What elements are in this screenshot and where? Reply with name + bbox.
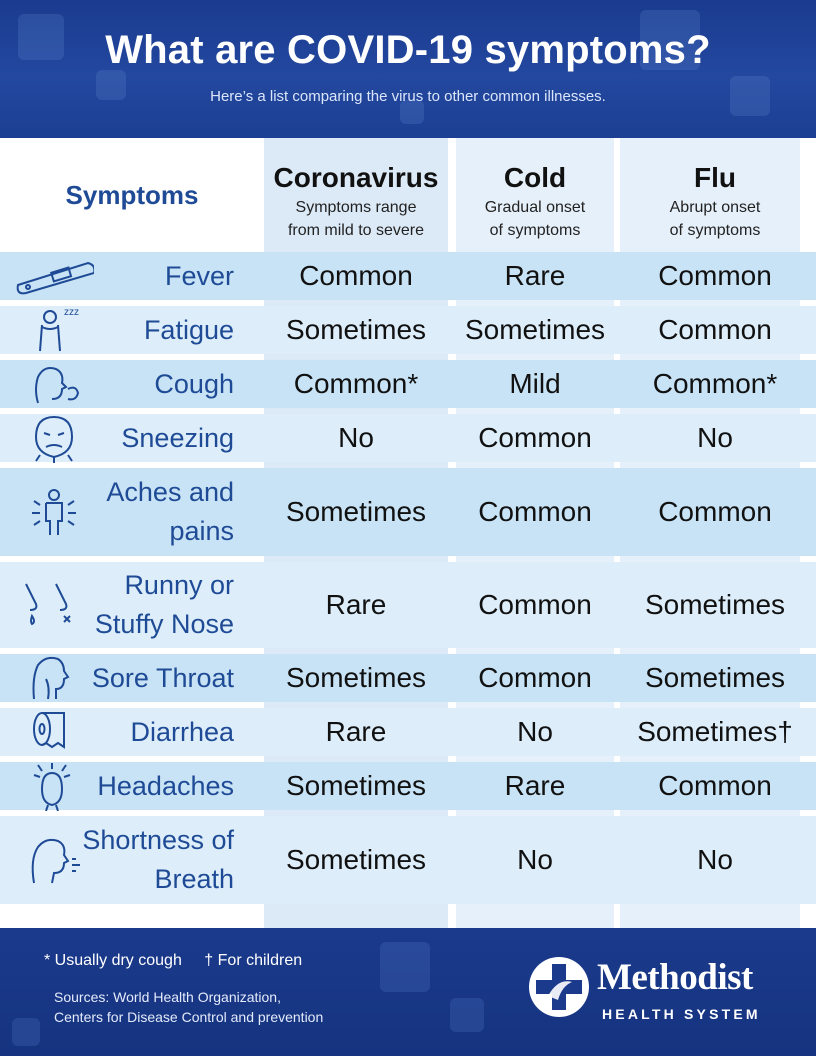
cold-value: Common (478, 662, 592, 693)
cold-value: No (517, 716, 553, 747)
coronavirus-value: Sometimes (285, 314, 427, 345)
symptom-cell (0, 708, 264, 756)
table-row (0, 468, 816, 556)
symptom-label: Sneezing (121, 422, 234, 453)
flu-value: Common (658, 314, 772, 345)
symptoms-header: Symptoms (65, 179, 199, 210)
cold-value: Mild (509, 368, 561, 399)
page-footer (0, 928, 816, 1056)
table-row (0, 708, 816, 756)
symptom-label: Fatigue (143, 314, 234, 345)
symptom-cell (0, 816, 264, 904)
footnotes (44, 952, 320, 970)
logo-subtitle: HEALTH SYSTEM (602, 1006, 761, 1022)
table-row (0, 762, 816, 810)
symptom-cell (0, 468, 264, 556)
table-row (0, 360, 816, 408)
column-desc: Symptoms range (295, 199, 417, 216)
column-name: Cold (503, 162, 567, 193)
symptom-label: Runny or Stuffy Nose (94, 570, 234, 639)
coronavirus-value: Rare (325, 716, 387, 747)
table-row (0, 654, 816, 702)
symptom-label: Shortness of Breath (82, 825, 234, 894)
cold-value: No (517, 844, 553, 875)
symptom-label: Diarrhea (130, 716, 234, 747)
logo-name: Methodist (597, 957, 753, 998)
comparison-table (0, 138, 816, 928)
decorative-square (450, 998, 484, 1032)
table-row (0, 414, 816, 462)
symptom-cell (0, 360, 264, 408)
flu-value: Sometimes† (637, 716, 793, 747)
column-desc: Abrupt onset (669, 199, 761, 216)
coronavirus-value: Common* (293, 368, 419, 399)
table-row (0, 562, 816, 648)
flu-value: Common* (652, 368, 778, 399)
cold-value: Common (478, 496, 592, 527)
column-desc: of symptoms (669, 222, 761, 239)
sources-text (54, 987, 374, 1027)
coronavirus-value: No (338, 422, 374, 453)
cold-header (456, 138, 614, 252)
symptom-cell (0, 562, 264, 648)
page-title: What are COVID-19 symptoms? (105, 28, 711, 72)
flu-value: Sometimes (644, 662, 786, 693)
methodist-cross-logo-icon (528, 956, 590, 1018)
symptom-label: Headaches (97, 770, 234, 801)
coronavirus-value: Sometimes (285, 770, 427, 801)
coronavirus-value: Sometimes (285, 496, 427, 527)
sources-line: Sources: World Health Organization, (54, 989, 281, 1005)
coronavirus-value: Common (299, 260, 413, 291)
coronavirus-value: Sometimes (285, 662, 427, 693)
coronavirus-header (264, 138, 448, 252)
flu-value: Common (658, 496, 772, 527)
symptom-label: Aches and pains (106, 477, 234, 546)
flu-value: Sometimes (644, 589, 786, 620)
table-row (0, 816, 816, 904)
dry-cough-note: * Usually dry cough (44, 952, 182, 969)
flu-value: Common (658, 260, 772, 291)
cold-value: Common (478, 422, 592, 453)
flu-value: No (697, 844, 733, 875)
column-desc: Gradual onset (484, 199, 586, 216)
flu-value: Common (658, 770, 772, 801)
symptom-cell (0, 252, 264, 300)
symptom-label: Sore Throat (91, 662, 234, 693)
children-note: † For children (204, 952, 303, 969)
cold-value: Common (478, 589, 592, 620)
cold-value: Rare (504, 770, 566, 801)
symptom-label: Fever (164, 260, 234, 291)
column-name: Coronavirus (273, 162, 439, 193)
svg-text:zzz: zzz (64, 307, 79, 318)
decorative-square (12, 1018, 40, 1046)
coronavirus-value: Sometimes (285, 844, 427, 875)
flu-header (620, 138, 810, 252)
flu-value: No (697, 422, 733, 453)
page-subtitle: Here’s a list comparing the virus to other common illnesses. (210, 88, 606, 105)
table-row (0, 306, 816, 354)
column-desc: from mild to severe (287, 222, 425, 239)
sources-line: Centers for Disease Control and prevention (54, 1009, 324, 1025)
column-name: Flu (694, 162, 736, 193)
decorative-square (380, 942, 430, 992)
cold-value: Sometimes (464, 314, 606, 345)
symptom-cell (0, 762, 264, 810)
coronavirus-value: Rare (325, 589, 387, 620)
table-row (0, 252, 816, 300)
symptom-cell (0, 654, 264, 702)
column-desc: of symptoms (489, 222, 581, 239)
symptom-cell (0, 306, 264, 354)
cold-value: Rare (504, 260, 566, 291)
page-header (0, 0, 816, 138)
symptom-label: Cough (154, 368, 234, 399)
symptom-cell (0, 414, 264, 462)
